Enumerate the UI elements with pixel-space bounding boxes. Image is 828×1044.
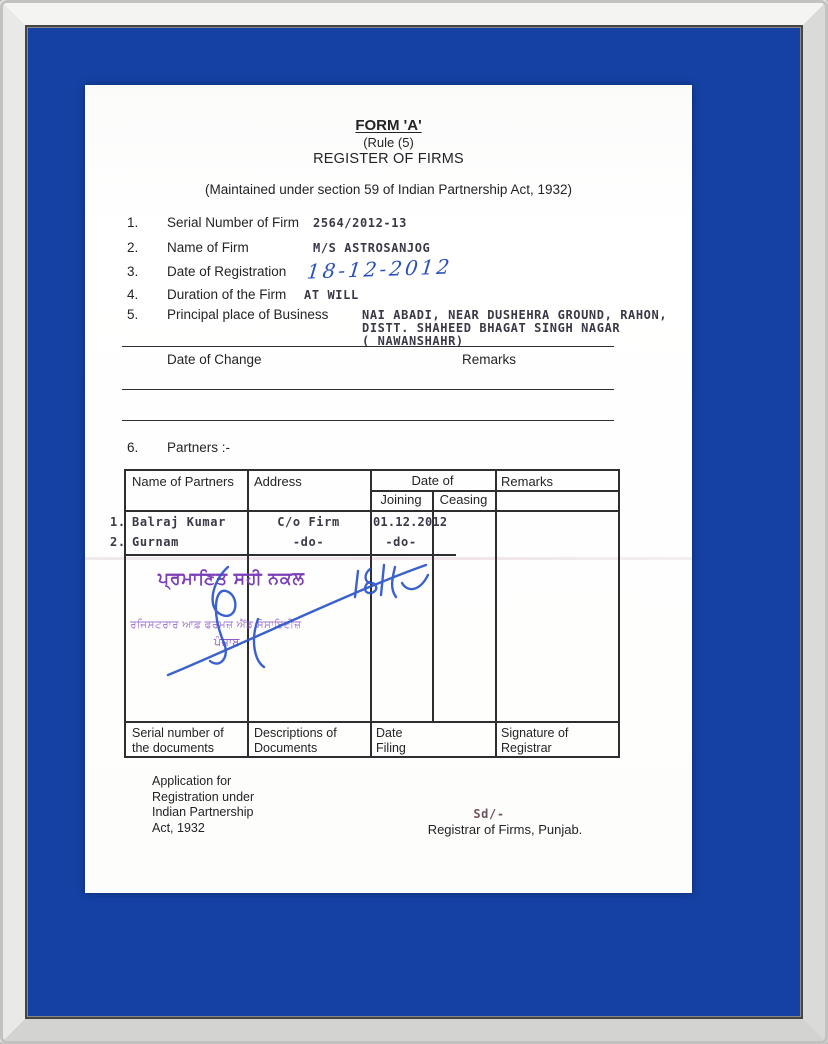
application-note-line: Registration under <box>152 789 255 804</box>
field-duration <box>85 287 692 307</box>
rule-line <box>122 389 614 390</box>
stamp-punjab-text: ਪੰਜਾਬ <box>214 637 240 649</box>
rule-line <box>122 420 614 421</box>
partners-table <box>110 469 620 758</box>
field-number: 1. <box>127 215 139 230</box>
partner-name: Balraj Kumar <box>132 515 226 529</box>
table-hline <box>126 721 618 723</box>
sd-notation: Sd/- <box>473 807 505 821</box>
field-value-typed-line3: ( NAWANSHAHR) <box>362 334 464 348</box>
form-rule: (Rule (5) <box>363 135 414 150</box>
change-remarks-label: Remarks <box>462 352 517 367</box>
stamp-certified-copy-text: ਪ੍ਰਮਾਣਿਤ ਸਹੀ ਨਕਲ <box>158 569 306 588</box>
row-number: 2. <box>110 535 126 549</box>
col-header-remarks: Remarks <box>501 474 554 489</box>
field-value-typed: 2564/2012-13 <box>313 216 407 230</box>
application-note-line: Act, 1932 <box>152 820 205 835</box>
field-label: Duration of the Firm <box>167 287 287 302</box>
field-label: Principal place of Business <box>167 307 329 322</box>
field-number: 4. <box>127 287 139 302</box>
field-number: 3. <box>127 264 139 279</box>
field-number: 6. <box>127 440 139 455</box>
col-header-ceasing: Ceasing <box>439 492 488 507</box>
signature-tail-stroke <box>254 619 264 667</box>
application-note-line: Application for <box>152 774 232 788</box>
partner-name: Gurnam <box>132 535 179 549</box>
registrar-of-firms-label: Registrar of Firms, Punjab. <box>427 822 583 837</box>
partners-heading <box>85 440 692 460</box>
partner-joining-date: 01.12.2012 <box>373 515 448 529</box>
signature-loop-stroke <box>210 567 235 664</box>
field-label: Date of Registration <box>167 264 287 279</box>
signature-block <box>415 807 595 839</box>
date-of-change-label: Date of Change <box>167 352 262 367</box>
signature-digit-stroke <box>392 567 396 597</box>
col-header-joining: Joining <box>380 492 422 507</box>
maintained-note: (Maintained under section 59 of Indian Partnership Act, 1932) <box>205 182 572 197</box>
handwritten-date: 18-12-2012 <box>305 254 454 284</box>
partner-address: C/o Firm <box>277 515 340 529</box>
partner-address: -do- <box>292 535 325 549</box>
col-header-dateof: Date of <box>411 473 454 488</box>
field-value-typed-line2: DISTT. SHAHEED BHAGAT SINGH NAGAR <box>362 321 621 335</box>
table-vline <box>495 471 497 756</box>
field-number: 2. <box>127 240 139 255</box>
signature-diagonal-stroke <box>168 565 426 675</box>
signature-digit-stroke <box>381 565 384 595</box>
field-principal-place <box>85 307 692 351</box>
field-serial-number <box>85 215 692 235</box>
col-header-name: Name of Partners <box>132 474 234 489</box>
field-value-typed: M/S ASTROSANJOG <box>313 241 431 255</box>
field-number: 5. <box>127 307 139 322</box>
field-value-typed-line1: NAI ABADI, NEAR DUSHEHRA GROUND, RAHON, <box>362 308 668 322</box>
signature-check-stroke <box>402 575 428 589</box>
partners-label: Partners :- <box>167 440 231 455</box>
row-number: 1. <box>110 515 126 529</box>
table-hline <box>126 510 618 512</box>
col-header-address: Address <box>254 474 302 489</box>
form-a-document <box>85 85 692 893</box>
form-title: FORM 'A' <box>355 117 422 134</box>
stamp-registrar-text: ਰਜਿਸਟਰਾਰ ਆਫ਼ ਫਰਮਜ਼ ਐਂਡ ਸੋਸਾਇਟੀਜ਼ <box>130 619 302 631</box>
registrar-signature <box>162 555 447 683</box>
field-label: Serial Number of Firm <box>167 215 300 230</box>
field-value-typed: AT WILL <box>304 288 359 302</box>
bottom-header-descriptions: Descriptions of Documents <box>254 726 337 755</box>
partner-joining-date: -do- <box>385 535 417 549</box>
field-label: Name of Firm <box>167 240 249 255</box>
title-block <box>85 117 692 167</box>
bottom-header-date-filing: Date Filing <box>376 726 406 755</box>
rule-line <box>122 346 614 347</box>
form-heading: REGISTER OF FIRMS <box>313 151 464 167</box>
bottom-header-signature: Signature of Registrar <box>501 726 569 755</box>
field-registration-date <box>85 254 692 284</box>
application-note-line: Indian Partnership <box>152 805 254 819</box>
bottom-header-serial: Serial number of the documents <box>132 726 224 755</box>
application-note <box>152 774 254 836</box>
